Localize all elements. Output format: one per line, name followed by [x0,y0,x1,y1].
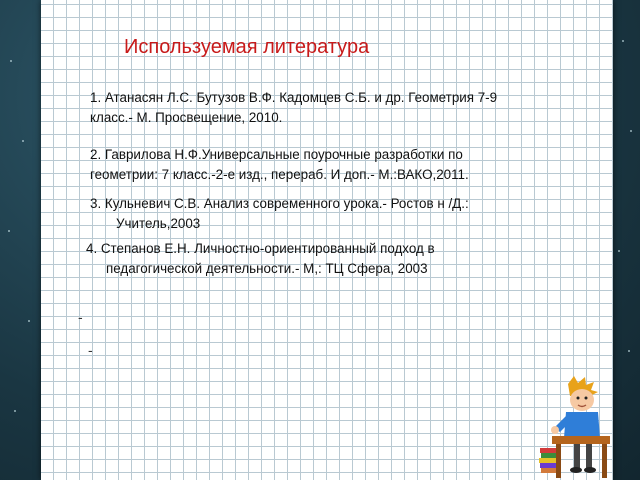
reference-1-line-2: класс.- М. Просвещение, 2010. [90,110,283,125]
reference-4-line-2: педагогической деятельности.- М,: ТЦ Сфера, 2003 [106,261,428,276]
reference-1-line-1: 1. Атанасян Л.С. Бутузов В.Ф. Кадомцев С.Б. и др. Геометрия 7-9 [90,90,498,105]
reference-3-line-1: 3. Кульневич С.В. Анализ современного урока.- Ростов н /Д.: [90,196,469,211]
reference-item-2 [90,145,590,185]
reference-item-3 [90,194,570,234]
reference-4-line-1: 4. Степанов Е.Н. Личностно-ориентированный подход в [86,241,435,256]
reference-item-4 [86,239,566,279]
empty-list-dash-2: - [88,342,93,358]
reference-2-line-1: 2. Гаврилова Н.Ф.Универсальные поурочные разработки по [90,147,463,162]
empty-list-dash-1: - [78,309,83,325]
reference-3-line-2: Учитель,2003 [116,216,201,231]
reference-2-line-2: геометрии: 7 класс.-2-е изд., перераб. И доп.- М.:ВАКО,2011. [90,167,469,182]
pupil-at-desk-illustration [538,376,613,480]
reference-item-1 [90,88,590,128]
slide-title: Используемая литература [124,36,370,58]
